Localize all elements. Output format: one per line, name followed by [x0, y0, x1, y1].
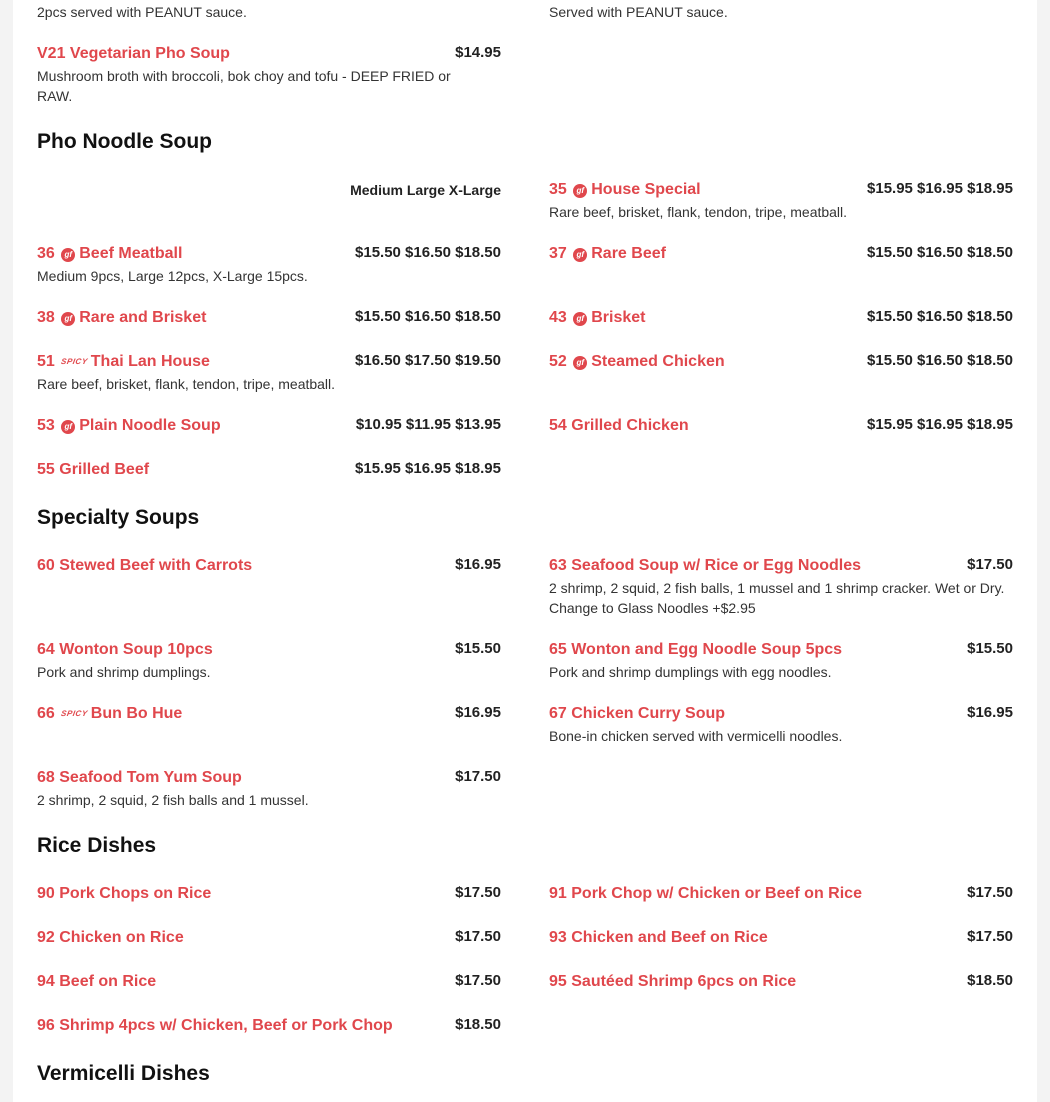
- item-number: 53: [37, 417, 55, 434]
- menu-item-price: $18.50: [967, 972, 1013, 989]
- menu-item-name[interactable]: V21 Vegetarian Pho Soup: [37, 45, 230, 62]
- menu-item-name[interactable]: 54 Grilled Chicken: [549, 417, 689, 434]
- item-title: Brisket: [591, 309, 646, 326]
- menu-item-price: $15.50: [967, 640, 1013, 657]
- menu-item-name[interactable]: 60 Stewed Beef with Carrots: [37, 557, 253, 574]
- size-header: Medium Large X-Large: [350, 182, 501, 198]
- item-description: Rare beef, brisket, flank, tendon, tripe, meatball.: [37, 376, 336, 392]
- menu-item-price: $14.95: [455, 44, 501, 61]
- menu-item-price: $17.50: [967, 556, 1013, 573]
- gluten-free-icon: gf: [61, 420, 75, 434]
- item-description: 2 shrimp, 2 squid, 2 fish balls and 1 mussel.: [37, 792, 309, 808]
- item-description: Pork and shrimp dumplings.: [37, 664, 211, 680]
- item-description: Medium 9pcs, Large 12pcs, X-Large 15pcs.: [37, 268, 308, 284]
- spicy-icon: SPICY: [60, 357, 89, 366]
- menu-item-price: $17.50: [967, 884, 1013, 901]
- item-title: Bun Bo Hue: [90, 705, 183, 722]
- menu-item-price: $17.50: [455, 884, 501, 901]
- item-title: Thai Lan House: [90, 353, 210, 370]
- gluten-free-icon: gf: [61, 248, 75, 262]
- menu-item-name[interactable]: 63 Seafood Soup w/ Rice or Egg Noodles: [549, 557, 862, 574]
- item-number: 43: [549, 309, 567, 326]
- menu-item-name[interactable]: 92 Chicken on Rice: [37, 929, 184, 946]
- menu-item-price: $15.95 $16.95 $18.95: [355, 460, 501, 477]
- menu-item-price: $15.95 $16.95 $18.95: [867, 180, 1013, 197]
- menu-item-name[interactable]: [549, 180, 701, 200]
- gluten-free-icon: gf: [61, 312, 75, 326]
- menu-item-name[interactable]: 64 Wonton Soup 10pcs: [37, 641, 213, 658]
- item-description: Served with PEANUT sauce.: [549, 4, 728, 20]
- menu-item-name[interactable]: 68 Seafood Tom Yum Soup: [37, 769, 242, 786]
- menu-item-name[interactable]: [549, 352, 725, 372]
- menu-item-name[interactable]: [37, 416, 221, 436]
- gluten-free-icon: gf: [573, 248, 587, 262]
- gluten-free-icon: gf: [573, 312, 587, 326]
- item-description: Bone-in chicken served with vermicelli noodles.: [549, 728, 843, 744]
- item-description: Pork and shrimp dumplings with egg noodles.: [549, 664, 832, 680]
- gluten-free-icon: gf: [573, 356, 587, 370]
- menu-item-name[interactable]: 55 Grilled Beef: [37, 461, 150, 478]
- menu-item-name[interactable]: 93 Chicken and Beef on Rice: [549, 929, 768, 946]
- item-number: 37: [549, 245, 567, 262]
- menu-item-price: $16.50 $17.50 $19.50: [355, 352, 501, 369]
- item-number: 36: [37, 245, 55, 262]
- menu-item-price: $15.50 $16.50 $18.50: [355, 308, 501, 325]
- section-title: Specialty Soups: [37, 506, 200, 529]
- menu-page: [13, 0, 1037, 1102]
- item-title: Beef Meatball: [79, 245, 183, 262]
- menu-item-price: $17.50: [455, 972, 501, 989]
- menu-item-price: $17.50: [967, 928, 1013, 945]
- menu-item-price: $18.50: [455, 1016, 501, 1033]
- item-number: 35: [549, 181, 567, 198]
- item-title: House Special: [591, 181, 701, 198]
- menu-item-price: $15.50 $16.50 $18.50: [867, 308, 1013, 325]
- menu-item-name[interactable]: [37, 244, 182, 264]
- menu-item-name[interactable]: 95 Sautéed Shrimp 6pcs on Rice: [549, 973, 797, 990]
- section-title: Vermicelli Dishes: [37, 1062, 210, 1085]
- spicy-icon: SPICY: [60, 709, 89, 718]
- item-description: Mushroom broth with broccoli, bok choy and tofu - DEEP FRIED or RAW.: [37, 68, 451, 104]
- menu-item-price: $16.95: [455, 556, 501, 573]
- menu-item-price: $16.95: [455, 704, 501, 721]
- item-description: 2pcs served with PEANUT sauce.: [37, 4, 247, 20]
- menu-item-name[interactable]: [549, 308, 646, 328]
- menu-item-price: $16.95: [967, 704, 1013, 721]
- menu-item-name[interactable]: 94 Beef on Rice: [37, 973, 157, 990]
- item-title: Rare Beef: [591, 245, 666, 262]
- menu-item-name[interactable]: [37, 704, 182, 724]
- item-number: 52: [549, 353, 567, 370]
- menu-item-price: $15.50 $16.50 $18.50: [867, 352, 1013, 369]
- menu-item-name[interactable]: 90 Pork Chops on Rice: [37, 885, 212, 902]
- item-number: 66: [37, 705, 55, 722]
- gluten-free-icon: gf: [573, 184, 587, 198]
- item-title: Rare and Brisket: [79, 309, 207, 326]
- item-number: 38: [37, 309, 55, 326]
- menu-item-name[interactable]: 67 Chicken Curry Soup: [549, 705, 726, 722]
- menu-item-price: $15.50 $16.50 $18.50: [355, 244, 501, 261]
- item-description: 2 shrimp, 2 squid, 2 fish balls, 1 mussel and 1 shrimp cracker. Wet or Dry. Change to Glass Noodles +$2.95: [549, 580, 1005, 616]
- item-title: Plain Noodle Soup: [79, 417, 221, 434]
- menu-item-price: $10.95 $11.95 $13.95: [355, 416, 501, 433]
- menu-item-price: $17.50: [455, 928, 501, 945]
- menu-item-name[interactable]: 96 Shrimp 4pcs w/ Chicken, Beef or Pork Chop: [37, 1017, 393, 1034]
- menu-item-name[interactable]: [549, 244, 666, 264]
- item-title: Steamed Chicken: [591, 353, 725, 370]
- section-title: Rice Dishes: [37, 834, 157, 857]
- menu-item-name[interactable]: [37, 352, 210, 372]
- section-title: Pho Noodle Soup: [37, 130, 212, 153]
- item-description: Rare beef, brisket, flank, tendon, tripe, meatball.: [549, 204, 848, 220]
- menu-item-price: $15.50: [455, 640, 501, 657]
- menu-item-price: $15.50 $16.50 $18.50: [867, 244, 1013, 261]
- item-number: 51: [37, 353, 55, 370]
- menu-item-name[interactable]: 91 Pork Chop w/ Chicken or Beef on Rice: [549, 885, 862, 902]
- menu-item-name[interactable]: [37, 308, 206, 328]
- menu-item-name[interactable]: 65 Wonton and Egg Noodle Soup 5pcs: [549, 641, 843, 658]
- menu-item-price: $15.95 $16.95 $18.95: [867, 416, 1013, 433]
- menu-item-price: $17.50: [455, 768, 501, 785]
